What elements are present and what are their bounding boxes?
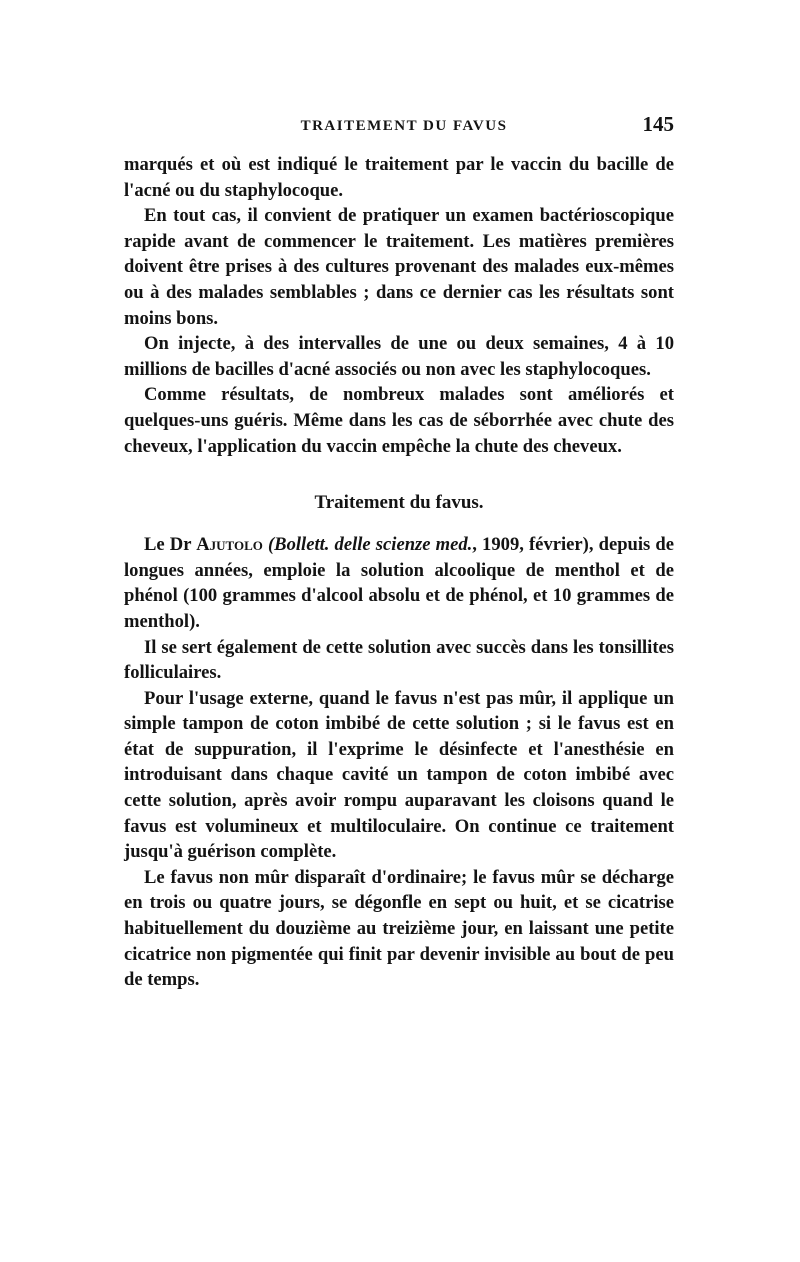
paragraph: On injecte, à des intervalles de une ou deux semaines, 4 à 10 millions de bacilles d'acné associés ou non avec les staphylocoques. xyxy=(124,333,674,380)
paragraph: Pour l'usage externe, quand le favus n'est pas mûr, il applique un simple tampon de coton imbibé de cette solution ; si le favus est en état de suppuration, il l'exprime le désinfecte et l'anesthésie en introduisant dans chaque cavité un tampon de coton imbibé avec cette solution, après avoir rompu auparavant les cloisons quand le favus est volumineux et multiloculaire. On continue ce traitement jusqu'à guérison complète. xyxy=(124,687,674,863)
citation-rest: , 1909, février), depuis de longues années, emploie la solution alcoolique de menthol et de phénol (100 grammes d'alcool absolu et de phénol, et 10 grammes de menthol). xyxy=(124,534,674,632)
paragraph: Comme résultats, de nombreux malades sont améliorés et quelques-uns guéris. Même dans les cas de séborrhée avec chute des cheveux, l'application du vaccin empêche la chute des cheveux. xyxy=(124,384,674,457)
section-title: Traitement du favus. xyxy=(314,492,484,514)
author-name: Ajutolo xyxy=(196,534,263,556)
lead-text: Le Dr xyxy=(144,534,192,556)
running-title: TRAITEMENT DU FAVUS xyxy=(300,118,508,134)
running-header xyxy=(124,112,674,138)
book-page xyxy=(124,112,674,993)
paragraph-continuation: marqués et où est indiqué le traitement par le vaccin du bacille de l'acné ou du staphylocoque. xyxy=(124,154,674,201)
paragraph-ajutolo xyxy=(124,532,674,634)
paragraph: Le favus non mûr disparaît d'ordinaire; le favus mûr se décharge en trois ou quatre jours, se dégonfle en sept ou huit, et se cicatrise habituellement du douzième au treizième jour, en laissant une petite cicatrice non pigmentée qui finit par devenir invisible au bout de peu de temps. xyxy=(124,866,674,991)
paragraph: Il se sert également de cette solution avec succès dans les tonsillites folliculaires. xyxy=(124,636,674,684)
page-number: 145 xyxy=(642,112,674,136)
paragraph: En tout cas, il convient de pratiquer un examen bactérioscopique rapide avant de commencer le traitement. Les matières premières doivent être prises à des cultures provenant des malades eux-mêmes ou à des malades semblables ; dans ce dernier cas les résultats sont moins bons. xyxy=(124,205,674,329)
journal-citation: (Bollett. delle scienze med. xyxy=(267,534,473,556)
body-text xyxy=(124,152,674,993)
